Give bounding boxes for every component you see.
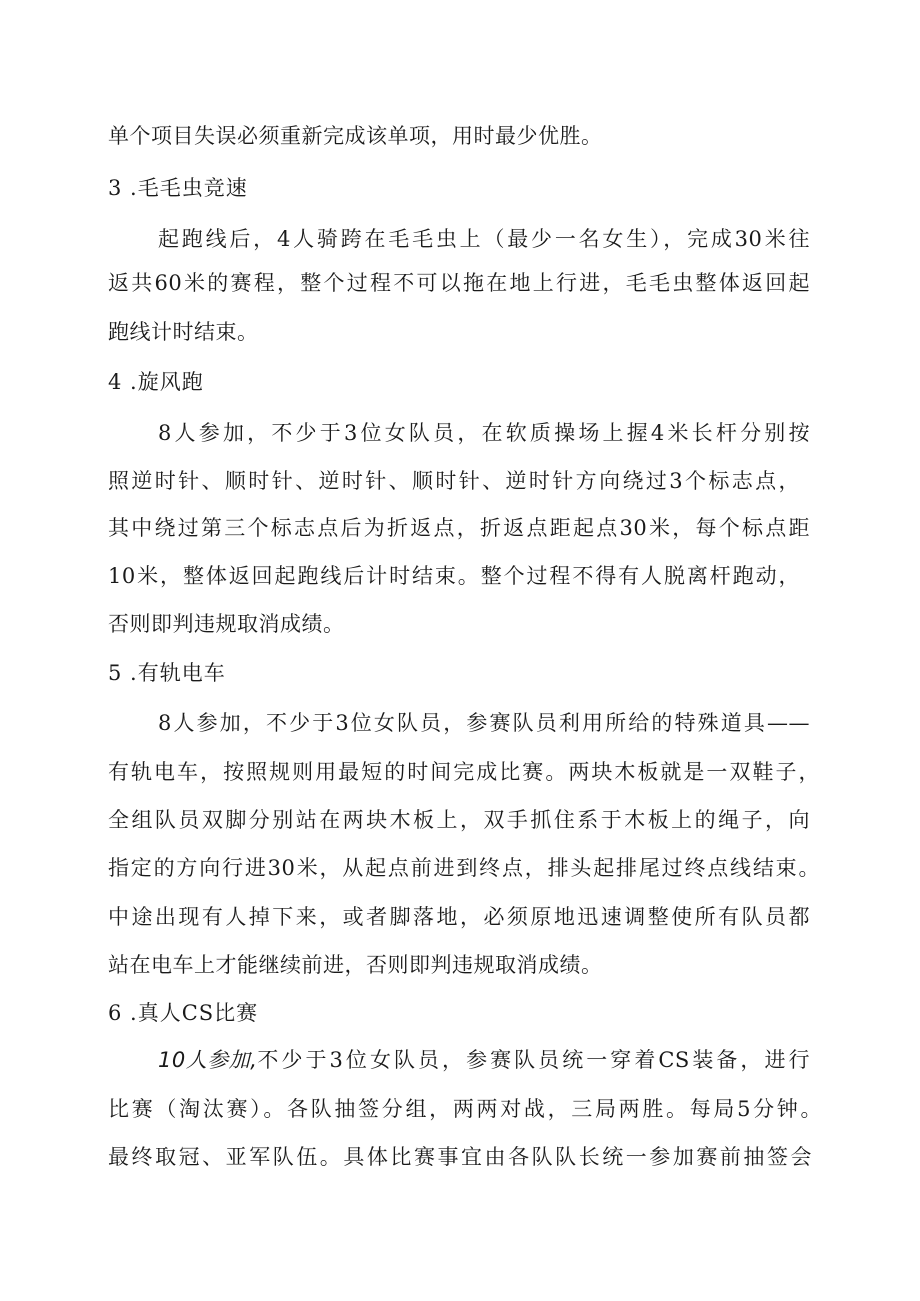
section-heading-tram: 5 .有轨电车: [108, 661, 226, 685]
paragraph-line: 有轨电车，按照规则用最短的时间完成比赛。两块木板就是一双鞋子，: [108, 760, 820, 784]
paragraph-line: 否则即判违规取消成绩。: [108, 612, 345, 636]
paragraph-line: 起跑线后，4人骑跨在毛毛虫上（最少一名女生），完成30米往: [158, 227, 810, 251]
paragraph-line: 8人参加，不少于3位女队员，在软质操场上握4米长杆分别按: [158, 421, 810, 445]
paragraph-line: 站在电车上才能继续前进，否则即判违规取消成绩。: [108, 953, 603, 977]
paragraph-line: 返共60米的赛程，整个过程不可以拖在地上行进，毛毛虫整体返回起: [108, 271, 810, 295]
section-heading-caterpillar-race: 3 .毛毛虫竞速: [108, 176, 248, 200]
italic-participants-text: 10人参加,: [158, 1048, 258, 1072]
paragraph-line: 其中绕过第三个标志点后为折返点，折返点距起点30米，每个标点距: [108, 516, 810, 540]
paragraph-line: 指定的方向行进30米，从起点前进到终点，排头起排尾过终点线结束。: [108, 856, 820, 880]
paragraph-line: 全组队员双脚分别站在两块木板上，双手抓住系于木板上的绳子，向: [108, 808, 810, 832]
paragraph-line: 照逆时针、顺时针、逆时针、顺时针、逆时针方向绕过3个标志点，: [108, 469, 800, 493]
paragraph-line: 最终取冠、亚军队伍。具体比赛事宜由各队队长统一参加赛前抽签会: [108, 1145, 812, 1169]
paragraph-line-rest: 不少于3位女队员，参赛队员统一穿着CS装备，进行: [257, 1048, 810, 1072]
section-heading-cs-match: 6 .真人CS比赛: [108, 1001, 259, 1025]
paragraph-line: 10米，整体返回起跑线后计时结束。整个过程不得有人脱离杆跑动，: [108, 564, 800, 588]
paragraph-line-cs-intro: [158, 1045, 810, 1075]
paragraph-line: 单个项目失误必须重新完成该单项，用时最少优胜。: [108, 124, 603, 148]
paragraph-line: 比赛（淘汰赛）。各队抽签分组，两两对战，三局两胜。每局5分钟。: [108, 1097, 822, 1121]
section-heading-whirlwind-run: 4 .旋风跑: [108, 370, 204, 394]
paragraph-line: 跑线计时结束。: [108, 320, 259, 344]
paragraph-line: 8人参加，不少于3位女队员，参赛队员利用所给的特殊道具——: [158, 711, 810, 735]
paragraph-line: 中途出现有人掉下来，或者脚落地，必须原地迅速调整使所有队员都: [108, 905, 810, 929]
